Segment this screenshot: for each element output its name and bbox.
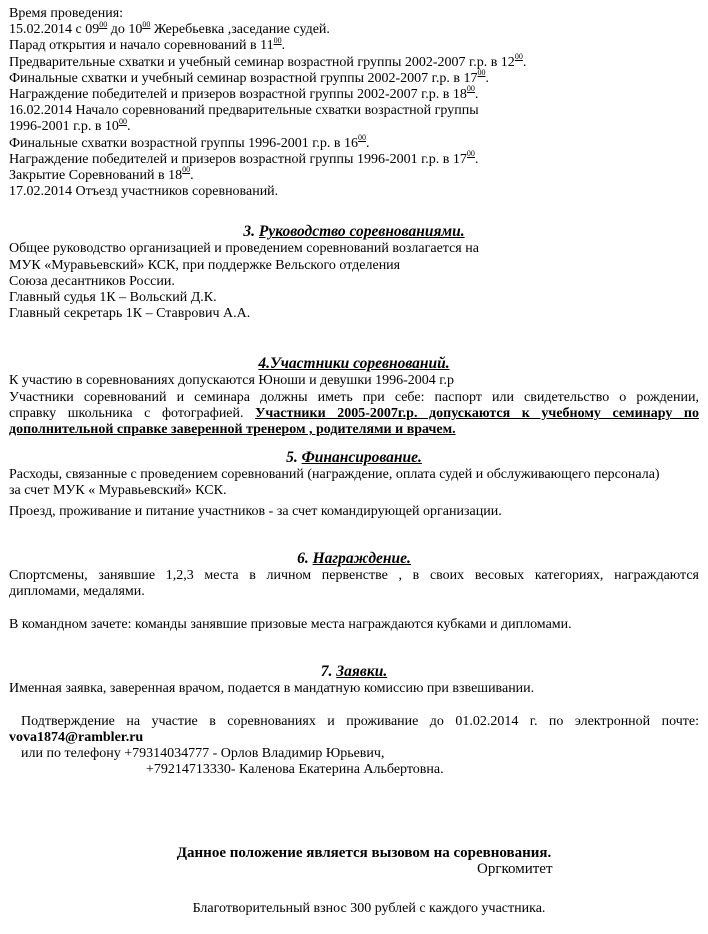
paragraph-line: МУК «Муравьевский» КСК, при поддержке Вельского отделения xyxy=(9,257,401,273)
phone-line: или по телефону +79314034777 - Орлов Владимир Юрьевич, xyxy=(21,746,385,762)
section-3-heading: 3. Руководство соревнованиями. xyxy=(243,223,465,241)
paragraph-line: Проезд, проживание и питание участников - за счет командирующей организации. xyxy=(9,503,502,519)
fee-line: Благотворительный взнос 300 рублей с каждого участника. xyxy=(192,900,546,916)
schedule-line: 17.02.2014 Отъезд участников соревнований. xyxy=(9,184,279,200)
paragraph-line: дипломами, медалями. xyxy=(9,584,145,600)
section-4-heading: 4.Участники соревнований. xyxy=(258,355,450,373)
invitation-statement: Данное положение является вызовом на соревнования. xyxy=(176,844,552,861)
schedule-line: 15.02.2014 с $09^{00}$ до $10^{00}$ Жеребьевка ,заседание судей. xyxy=(9,19,330,38)
paragraph-line: Участники соревнований и семинара должны иметь при себе: паспорт или свидетельство о рождении, xyxy=(9,389,699,405)
section-7-heading: 7. Заявки. xyxy=(320,663,388,681)
schedule-section xyxy=(9,6,699,200)
document-page xyxy=(9,6,699,917)
paragraph-line: Спортсмены, занявшие 1,2,3 места в личном первенстве , в своих весовых категориях, награждаются xyxy=(9,567,699,583)
schedule-line: Финальные схватки и учебный семинар возрастной группы 2002-2007 г.р. в $17^{00}$. xyxy=(9,68,489,86)
phone-line: +79214713330- Каленова Екатерина Альбертовна. xyxy=(146,762,444,778)
section-5-heading: 5. Финансирование. xyxy=(286,449,422,467)
paragraph-line: Главный секретарь 1К – Ставрович А.А. xyxy=(9,306,251,322)
schedule-line: Парад открытия и начало соревнований в $11^{00}$. xyxy=(9,35,286,54)
schedule-line: Награждение победителей и призеров возрастной группы 1996-2001 г.р. в $17^{00}$. xyxy=(9,149,479,167)
paragraph-line: справку школьника с фотографией. Участники 2005-2007г.р. допускаются к учебному семинару по xyxy=(9,405,699,421)
paragraph-line: К участию в соревнованиях допускаются Юноши и девушки 1996-2004 г.р xyxy=(9,373,454,389)
paragraph-line: Именная заявка, заверенная врачом, подается в мандатную комиссию при взвешивании. xyxy=(9,681,535,697)
paragraph-line: дополнительной справке заверенной тренером , родителями и врачем. xyxy=(9,422,456,438)
paragraph-line: Общее руководство организацией и проведением соревнований возлагается на xyxy=(9,241,479,257)
paragraph-line: В командном зачете: команды занявшие призовые места награждаются кубками и дипломами. xyxy=(9,617,572,633)
schedule-line: Предварительные схватки и учебный семинар возрастной группы 2002-2007 г.р. в $12^{00}$. xyxy=(9,51,527,70)
organizing-committee: Оргкомитет xyxy=(477,860,553,877)
paragraph-line: Расходы, связанные с проведением соревнований (награждение, оплата судей и обслуживающего персонала) xyxy=(9,467,660,483)
paragraph-line: за счет МУК « Муравьевский» КСК. xyxy=(9,483,227,499)
schedule-line: 16.02.2014 Начало соревнований предварительные схватки возрастной группы xyxy=(9,103,479,119)
email-text: vova1874@rambler.ru xyxy=(9,729,144,745)
section-6-heading: 6. Награждение. xyxy=(297,549,411,567)
schedule-line: Награждение победителей и призеров возрастной группы 2002-2007 г.р. в $18^{00}$. xyxy=(9,84,479,103)
schedule-line: Закрытие Соревнований в $18^{00}$. xyxy=(9,165,194,184)
paragraph-line: Подтверждение на участие в соревнованиях и проживание до 01.02.2014 г. по электронной почте: xyxy=(21,713,699,729)
paragraph-line: Главный судья 1К – Вольский Д.К. xyxy=(9,290,217,306)
schedule-line: Финальные схватки возрастной группы 1996-2001 г.р. в $16^{00}$. xyxy=(9,132,370,151)
paragraph-line: Союза десантников России. xyxy=(9,273,175,289)
schedule-line: 1996-2001 г.р. в $10^{00}$. xyxy=(9,116,131,135)
schedule-label: Время проведения: xyxy=(9,6,124,21)
